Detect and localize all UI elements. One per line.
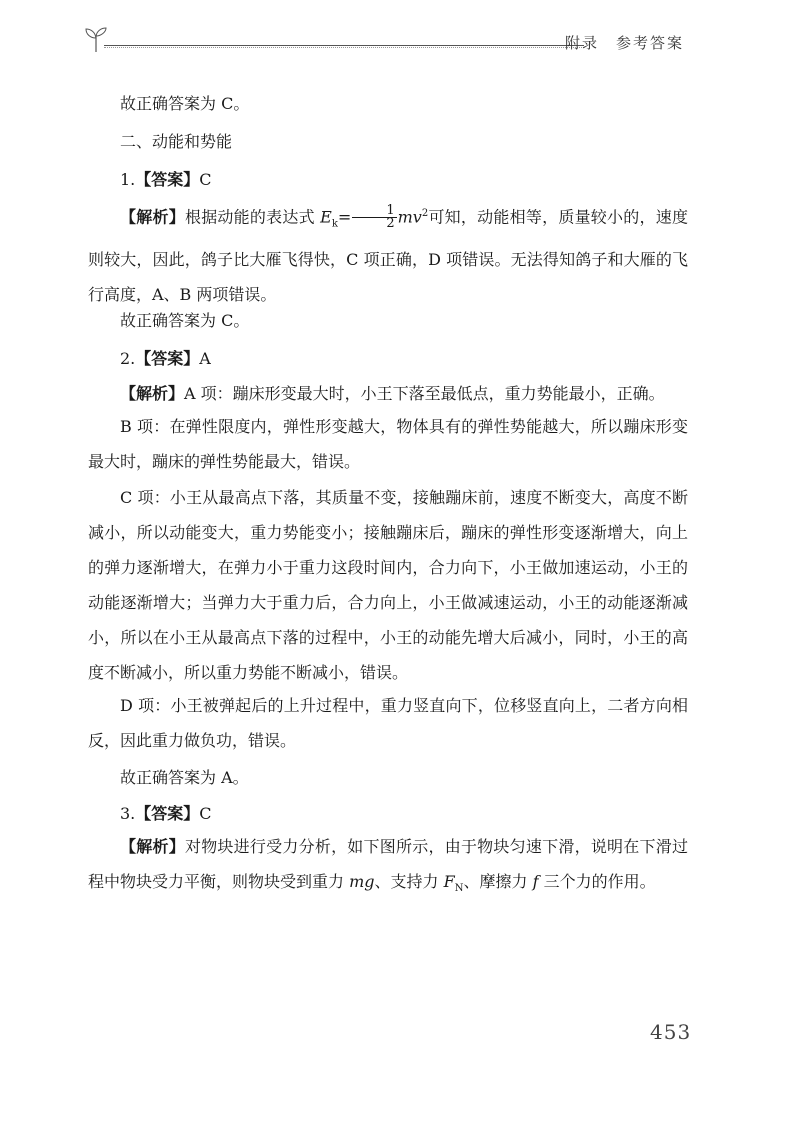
- explanation-3: [88, 829, 688, 906]
- option-c-analysis: C 项：小王从最高点下落，其质量不变，接触蹦床前，速度不断变大，高度不断减小，所以动能变大，重力势能变小；接触蹦床后，蹦床的弹性形变逐渐增大，向上的弹力逐渐增大，在弹力小于重力这段时间内，合力向下，小王做加速运动，小王的动能逐渐增大；当弹力大于重力后，合力向上，小王做减速运动，小王的动能逐渐减小，所以在小王从最高点下落的过程中，小王的动能先增大后减小，同时，小王的高度不断减小，所以重力势能不断减小，错误。: [88, 488, 688, 682]
- explanation-1-text-b: 可知，动能相等，质量较小的，速度则较大，因此，鸽子比大雁飞得快，C 项正确，D 项错误。无法得知鸽子和大雁的飞行高度，A、B 两项错误。: [88, 207, 688, 304]
- explanation-3-text-b: 、支持力: [374, 872, 444, 891]
- symbol-mg: mg: [349, 872, 375, 891]
- page-number: 453: [650, 1020, 692, 1044]
- paragraph-conclusion-1: 故正确答案为 C。: [120, 94, 250, 113]
- answer-1-tag: 【答案】: [135, 170, 200, 189]
- explanation-3-text-a: 对物块进行受力分析，如下图所示，由于物块匀速下滑，说明在下滑过程中物块受力平衡，则物块受到重力: [88, 837, 688, 891]
- explanation-1-tag: 【解析】: [120, 207, 185, 227]
- formula-exponent: 2: [421, 208, 429, 219]
- answer-1-value: C: [199, 170, 212, 189]
- symbol-f-normal-sub: N: [454, 883, 464, 895]
- answer-1: [88, 162, 688, 197]
- fraction-denominator: 2: [386, 216, 395, 232]
- paragraph-conclusion-2: 故正确答案为 C。: [120, 311, 250, 330]
- answer-2-tag: 【答案】: [135, 349, 200, 368]
- answer-3-value: C: [199, 804, 212, 823]
- symbol-f-normal: F: [443, 872, 455, 891]
- answer-3-number: 3.: [120, 804, 136, 823]
- formula-mv: mv: [397, 207, 422, 227]
- explanation-3-text-c: 、摩擦力: [463, 872, 533, 891]
- answer-2-value: A: [199, 349, 211, 368]
- answer-1-number: 1.: [120, 170, 136, 189]
- header-rule-dotted: [104, 47, 584, 48]
- fraction-numerator: 1: [352, 205, 396, 218]
- paragraph-conclusion-3: 故正确答案为 A。: [120, 768, 249, 787]
- page-header: [82, 26, 702, 56]
- explanation-2-tag: 【解析】: [120, 384, 185, 403]
- explanation-2: [88, 376, 688, 411]
- formula-ek-sub: k: [331, 218, 338, 230]
- answer-3-tag: 【答案】: [135, 804, 200, 823]
- sprout-icon: [82, 26, 110, 54]
- option-d-analysis: D 项：小王被弹起后的上升过程中，重力竖直向下，位移竖直向上，二者方向相反，因此重力做负功，错误。: [88, 696, 688, 750]
- answer-3: [88, 796, 688, 831]
- answer-2-number: 2.: [120, 349, 136, 368]
- explanation-3-tag: 【解析】: [120, 837, 185, 856]
- header-title: 附录 参考答案: [564, 34, 684, 52]
- section-heading: 二、动能和势能: [120, 132, 233, 151]
- formula-equals: =: [337, 207, 352, 227]
- symbol-friction: f: [532, 872, 539, 891]
- formula-fraction: [352, 205, 396, 230]
- header-rule: [104, 45, 584, 46]
- explanation-3-text-d: 三个力的作用。: [538, 872, 656, 891]
- explanation-2-text: A 项：蹦床形变最大时，小王下落至最低点，重力势能最小，正确。: [184, 384, 665, 403]
- explanation-1: [88, 196, 688, 312]
- explanation-1-text-a: 根据动能的表达式: [184, 207, 321, 227]
- formula-ek: E: [320, 207, 332, 227]
- answer-2: [88, 341, 688, 376]
- option-b-analysis: B 项：在弹性限度内，弹性形变越大，物体具有的弹性势能越大，所以蹦床形变最大时，蹦床的弹性势能最大，错误。: [88, 417, 688, 471]
